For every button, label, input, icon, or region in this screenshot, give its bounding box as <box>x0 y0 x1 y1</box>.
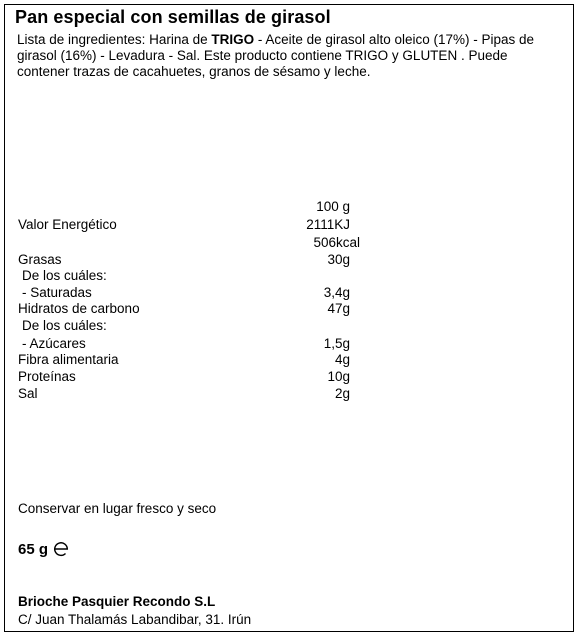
nutrition-value-saturated: 3,4g <box>323 285 350 300</box>
nutrition-label-carbs: Hidratos de carbono <box>18 301 140 316</box>
ingredients-prefix: Lista de ingredientes: Harina de <box>17 32 212 47</box>
nutrition-label-energy: Valor Energético <box>18 217 117 232</box>
net-weight <box>18 540 70 558</box>
estimated-sign-icon <box>52 540 70 558</box>
nutrition-value-carbs: 47g <box>327 301 350 316</box>
product-title: Pan especial con semillas de girasol <box>15 7 331 27</box>
nutrition-label-sugars: - Azúcares <box>22 336 86 351</box>
ingredients-list <box>17 32 557 80</box>
nutrition-label-of-which-carbs: De los cuáles: <box>22 318 107 333</box>
nutrition-label-salt: Sal <box>18 386 38 401</box>
nutrition-value-sugars: 1,5g <box>323 336 350 351</box>
ingredients-rest: - Aceite de girasol alto oleico (17%) - Pipas de girasol (16%) - Levadura - Sal. Este producto contiene TRIGO y GLUTEN . Puede contener trazas de cacahuetes, granos de sésamo y leche. <box>17 32 535 79</box>
nutrition-value-salt: 2g <box>334 386 350 401</box>
nutrition-label-of-which-fat: De los cuáles: <box>22 268 107 283</box>
nutrition-value-energy-kj: 2111KJ <box>306 217 350 232</box>
nutrition-value-protein: 10g <box>327 369 350 384</box>
nutrition-label-protein: Proteínas <box>18 369 76 384</box>
nutrition-value-energy-kcal: 506kcal <box>313 235 360 250</box>
nutrition-value-fibre: 4g <box>334 352 350 367</box>
storage-instructions: Conservar en lugar fresco y seco <box>18 501 217 516</box>
company-name: Brioche Pasquier Recondo S.L <box>18 594 216 609</box>
nutrition-label-fat: Grasas <box>18 252 62 267</box>
allergen-wheat: TRIGO <box>211 32 255 47</box>
nutrition-header: 100 g <box>316 199 350 214</box>
nutrition-value-fat: 30g <box>327 252 350 267</box>
nutrition-label-fibre: Fibra alimentaria <box>18 352 119 367</box>
nutrition-label-saturated: - Saturadas <box>22 285 92 300</box>
company-address: C/ Juan Thalamás Labandibar, 31. Irún <box>18 612 252 627</box>
net-weight-value: 65 g <box>18 540 49 558</box>
